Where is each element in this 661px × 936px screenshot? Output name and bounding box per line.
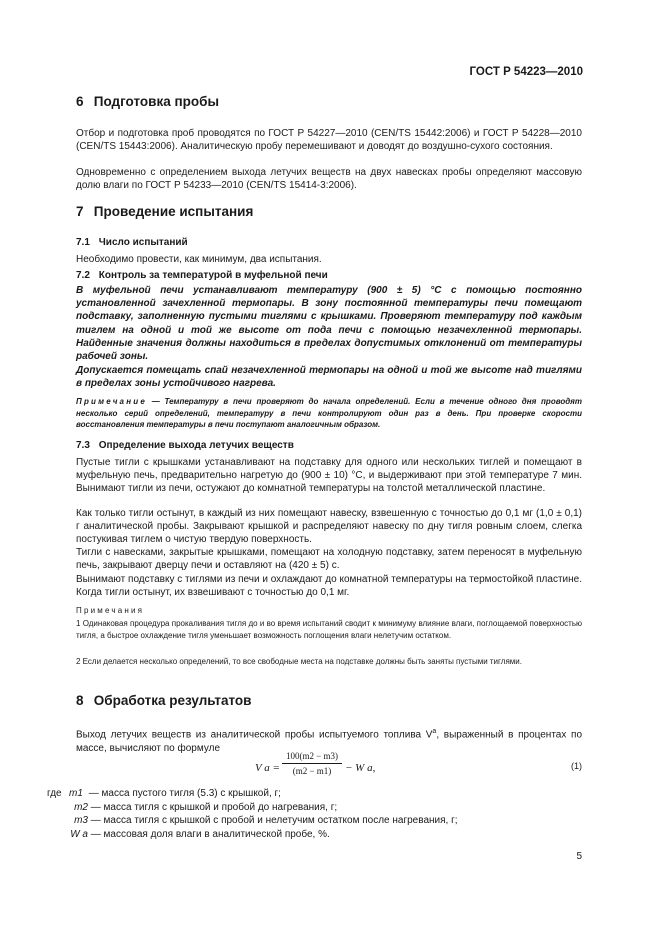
definition-row [47,787,458,801]
section-6-paragraph-2: Одновременно с определением выхода летучих веществ на двух навесках пробы определяют массовую долю влаги по ГОСТ Р 54233—2010 (CEN/TS 15414-3:2006). [76,167,582,192]
definition-row [47,801,458,815]
subsection-7-3-paragraph-4: Вынимают подставку с тиглями из печи и охлаждают до комнатной температуры на термостойкой пластине. Когда тигли остынут, их взвешивают с точностью до 0,1 мг. [76,574,582,599]
subsection-7-3-paragraph-3: Тигли с навесками, закрытые крышками, помещают на холодную подставку, затем переносят в муфельную печь, закрывают дверцу печи и оставляют на (420 ± 5) с. [76,547,582,572]
definition-symbol: m3 [74,815,88,827]
notes-label: Примечания [76,606,145,615]
section-8-paragraph-1: Выход летучих веществ из аналитической пробы испытуемого топлива $V^a$, выраженный в процентах по массе, вычисляют по формуле [76,728,582,754]
subsection-7-3-paragraph-2: Как только тигли остынут, в каждый из них помещают навеску, взвешенную с точностью до 0,1 мг (1,0 ± 0,1) г аналитической пробы. Закрывают крышкой и распределяют навеску по дну тигля ровным слоем, слегка постукивая тиглем о чистую твердую поверхность. [76,508,582,546]
subsection-7-2-paragraph-1: В муфельной печи устанавливают температуру (900 ± 5) °С с помощью постоянно установленной зачехленной термопары. В зону постоянной температуры печи помещают подставку, заполненную пустыми тиглями с крышками. Проверяют температуру под каждым тиглем на одной и той же высоте от пода печи с помощью незачехленной термопары. Найденные значения должны находиться в пределах допустимых отклонений от температуры рабочей зоны. [76,285,582,363]
subsection-7-2-heading: 7.2 Контроль за температурой в муфельной печи [76,270,328,281]
formula-denominator: (m2 − m1) [292,766,332,776]
section-number: 6 [76,94,84,109]
section-number: 7 [76,204,84,219]
note-1: 1 Одинаковая процедура прокаливания тигля до и во время испытаний сводит к минимуму влияние влаги, поглощаемой поверхностью тигля, а быстрое охлаждение тигля уменьшает возможность поглощения влаги нелетучим остатком. [76,619,582,640]
subsection-7-2-paragraph-2: Допускается помещать спай незачехленной термопары на одной и той же высоте над тиглями в пределах зоны устойчивого нагрева. [76,365,582,390]
definition-symbol: m1 [69,788,83,799]
where-label: где [47,788,62,799]
subsection-7-3-paragraph-1: Пустые тигли с крышками устанавливают на подставку для одного или нескольких тиглей и помещают в муфельную печь, предварительно нагретую до (900 ± 10) °С, и выдерживают при этой температуре 7 мин. Вынимают тигли из печи, остужают до комнатной температуры на толстой металлической пластине. [76,457,582,495]
standard-code: ГОСТ Р 54223—2010 [469,66,583,78]
subsection-7-1-text: Необходимо провести, как минимум, два испытания. [76,254,322,265]
equation-number: (1) [571,761,582,771]
section-title: Проведение испытания [93,204,254,219]
formula-1 [255,751,395,785]
symbol-definitions [47,787,458,841]
definition-symbol: W a [70,828,88,840]
page-number: 5 [576,851,582,862]
subsection-7-2-note [76,396,582,431]
subsection-7-3-heading: 7.3 Определение выхода летучих веществ [76,440,294,451]
note-2: 2 Если делается несколько определений, то все свободные места на подставке должны быть заняты пустыми тиглями. [76,657,522,666]
formula-numerator: 100(m2 − m3) [285,751,339,761]
formula-fraction [282,751,342,776]
formula-lhs: V a = [255,762,280,774]
subsection-7-1-heading: 7.1 Число испытаний [76,237,188,248]
definition-text: — масса тигля с крышкой и пробой до нагревания, г; [90,801,338,813]
note-label: Примечание [76,397,147,406]
definition-symbol: m2 [74,801,88,813]
section-8-heading [76,693,251,708]
section-7-heading [76,204,253,219]
section-title: Обработка результатов [93,693,252,708]
definition-text: — массовая доля влаги в аналитической пробе, %. [90,828,330,840]
section-title: Подготовка пробы [93,94,219,109]
section-6-paragraph-1: Отбор и подготовка проб проводятся по ГОСТ Р 54227—2010 (CEN/TS 15442:2006) и ГОСТ Р 54228—2010 (CEN/TS 15443:2006). Аналитическую пробу перемешивают и доводят до воздушно-сухого состояния. [76,128,582,153]
definition-row [47,814,458,828]
definition-row [47,828,458,842]
section-number: 8 [76,693,84,708]
section-6-heading [76,94,219,109]
definition-text: — масса тигля с крышкой с пробой и нелетучим остатком после нагревания, г; [90,815,458,827]
formula-rhs: − W a, [345,762,376,774]
fraction-bar [282,763,342,764]
note-text: — Температуру в печи проверяют до начала определений. Если в течение одного дня проводят несколько серий определений, температуру в печи контролируют один раз в день. При проверке скорости восстановления температуры в печи поступают аналогичным образом. [76,397,582,429]
definition-text: — масса пустого тигля (5.3) с крышкой, г; [88,788,281,799]
